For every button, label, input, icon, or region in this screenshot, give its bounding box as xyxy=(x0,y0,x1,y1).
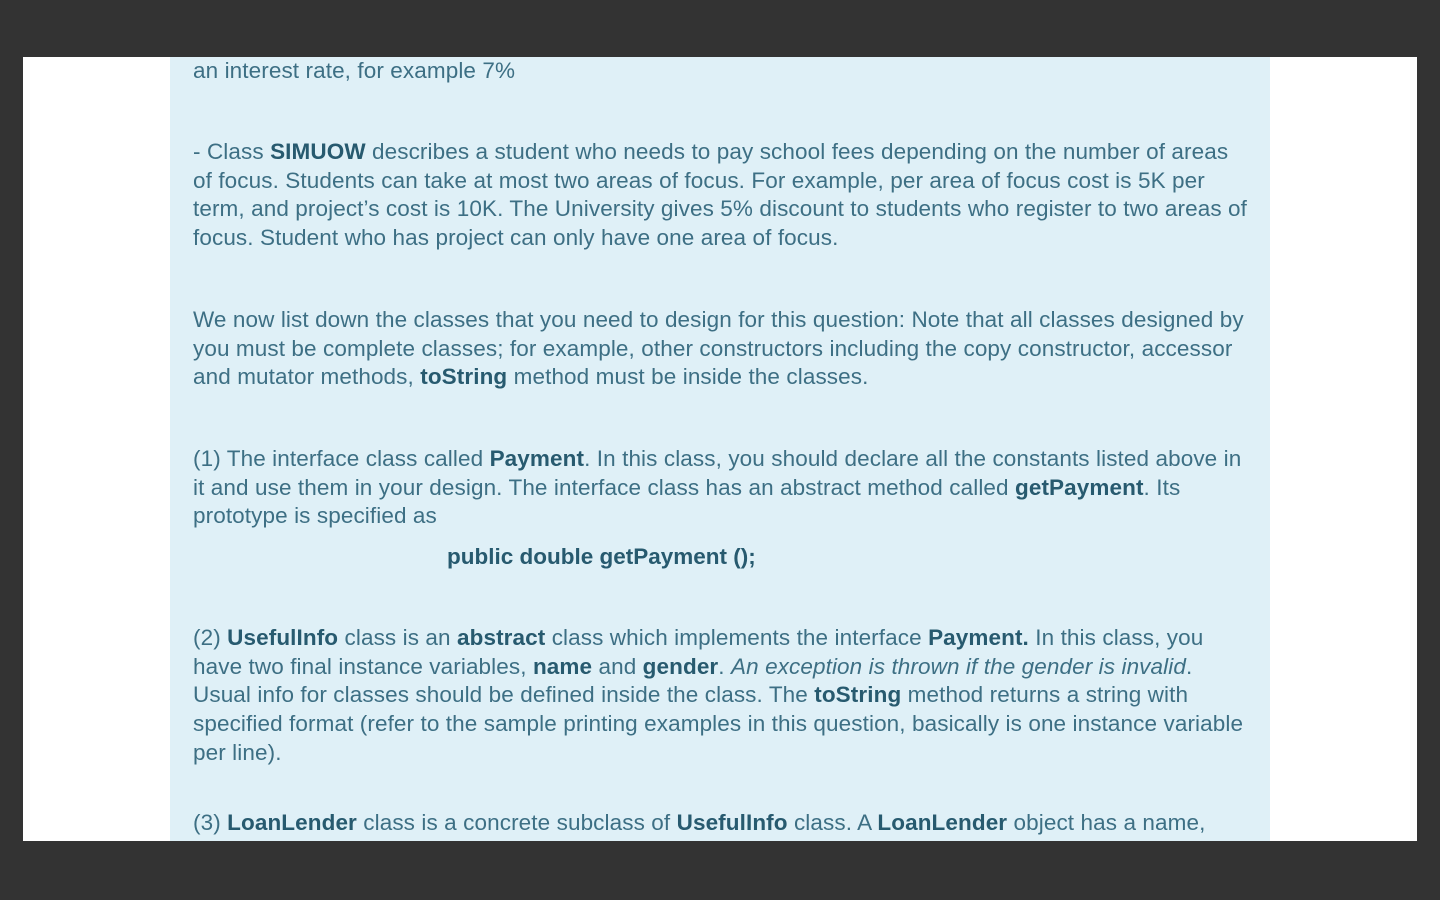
paragraph-simuow: - Class SIMUOW describes a student who needs to pay school fees depending on the number of areas of focus. Students can take at most two areas of focus. For example, per area of focus cost is 5K per term, and project’s cost is 10K. The University gives 5% discount to students who register to two areas of focus. Student who has project can only have one area of focus. xyxy=(193,139,1248,251)
paragraph-usefulinfo: (2) UsefulInfo class is an abstract class which implements the interface Payment. In this class, you have two final instance variables, name and gender. An exception is thrown if the gender is invalid. Usual info for classes should be defined inside the class. The toString method returns a string with specified format (refer to the sample printing examples in this question, basically is one instance variable per line). xyxy=(193,625,1244,765)
code-prototype: public double getPayment (); xyxy=(447,544,756,569)
paragraph-loanlender: (3) LoanLender class is a concrete subclass of UsefulInfo class. A LoanLender object has a name, xyxy=(193,810,1206,835)
paragraph-interest-rate: an interest rate, for example 7% xyxy=(193,58,516,83)
paragraph-payment-interface: (1) The interface class called Payment. In this class, you should declare all the constants listed above in it and use them in your design. The interface class has an abstract method called getPayment. Its prototype is specified as xyxy=(193,446,1242,529)
document-viewer[interactable] xyxy=(23,57,1417,841)
document-page xyxy=(170,57,1270,841)
paragraph-class-list-intro: We now list down the classes that you need to design for this question: Note that all classes designed by you must be complete classes; for example, other constructors including the copy constructor, accessor and mutator methods, toString method must be inside the classes. xyxy=(193,307,1244,390)
